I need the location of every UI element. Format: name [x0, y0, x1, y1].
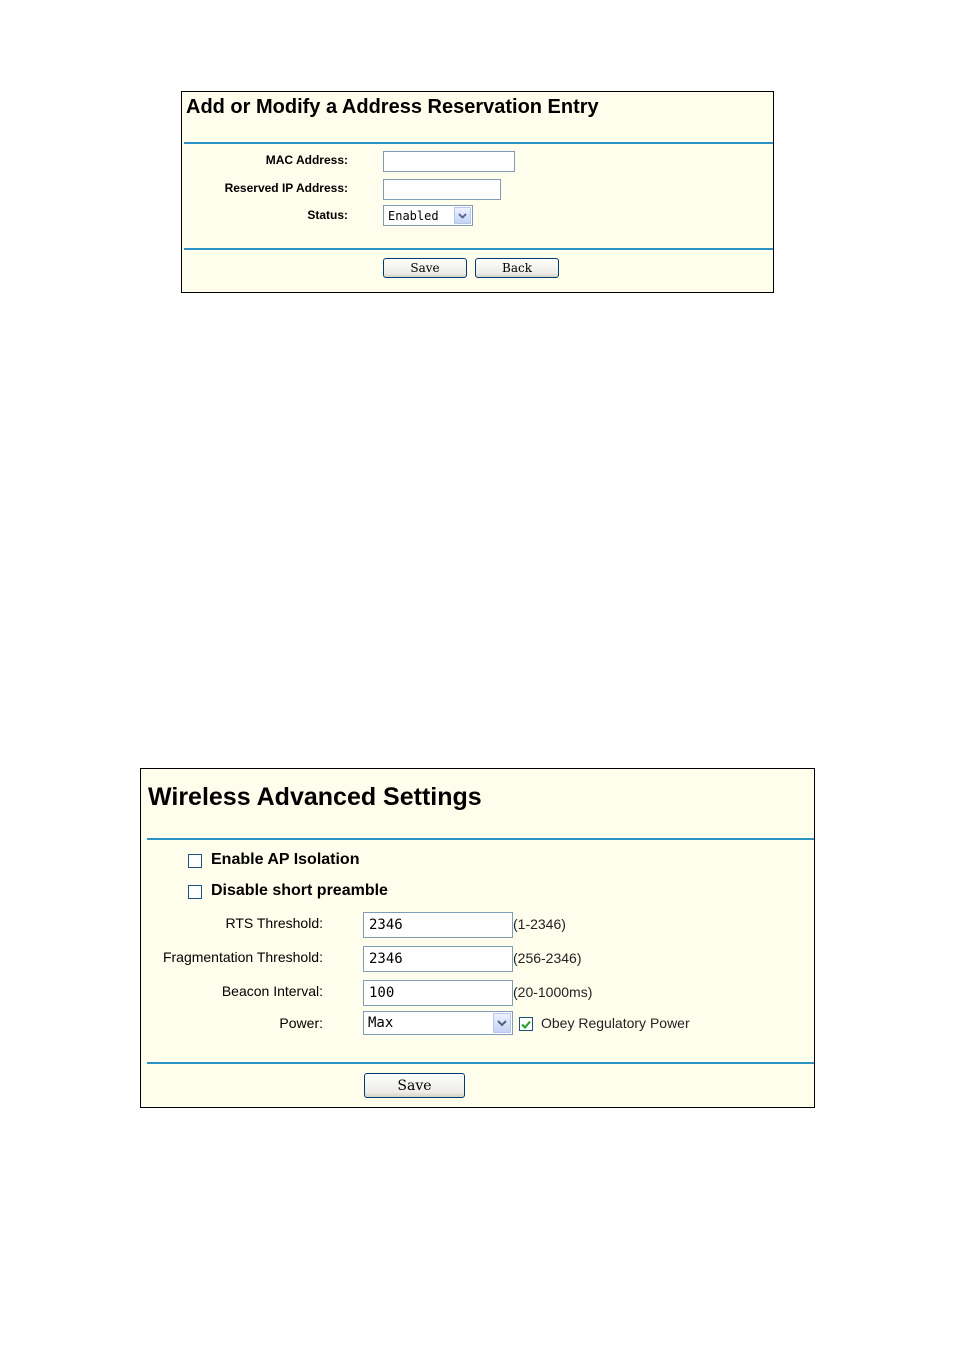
mac-address-input[interactable]	[383, 151, 515, 172]
bottom-divider	[147, 1062, 814, 1064]
rts-threshold-input[interactable]: 2346	[363, 912, 513, 938]
rts-threshold-label: RTS Threshold:	[225, 915, 323, 931]
ap-isolation-checkbox[interactable]	[188, 854, 202, 868]
obey-regulatory-checkbox[interactable]	[519, 1017, 533, 1031]
fragmentation-threshold-input[interactable]: 2346	[363, 946, 513, 972]
beacon-interval-input[interactable]: 100	[363, 980, 513, 1006]
back-button[interactable]: Back	[475, 258, 559, 278]
status-label: Status:	[307, 208, 348, 222]
ap-isolation-label: Enable AP Isolation	[211, 851, 360, 868]
top-divider	[147, 838, 814, 840]
page-title: Wireless Advanced Settings	[148, 783, 482, 811]
power-select[interactable]	[363, 1011, 513, 1035]
power-label: Power:	[279, 1015, 323, 1031]
wireless-advanced-panel	[140, 768, 815, 1108]
beacon-interval-range: (20-1000ms)	[513, 984, 593, 1000]
rts-threshold-range: (1-2346)	[513, 916, 566, 932]
fragmentation-threshold-range: (256-2346)	[513, 950, 582, 966]
power-select-value: Max	[368, 1015, 394, 1031]
check-icon	[521, 1020, 531, 1029]
short-preamble-checkbox[interactable]	[188, 885, 202, 899]
reserved-ip-label: Reserved IP Address:	[224, 181, 348, 195]
page-title: Add or Modify a Address Reservation Entry	[186, 96, 599, 118]
save-button[interactable]: Save	[383, 258, 467, 278]
short-preamble-label: Disable short preamble	[211, 882, 388, 899]
save-button[interactable]: Save	[364, 1073, 465, 1098]
status-select-value: Enabled	[388, 208, 439, 223]
mac-address-label: MAC Address:	[265, 153, 348, 167]
top-divider	[184, 142, 773, 144]
obey-regulatory-label: Obey Regulatory Power	[541, 1015, 690, 1031]
fragmentation-threshold-label: Fragmentation Threshold:	[162, 949, 323, 965]
chevron-down-icon[interactable]	[454, 207, 471, 224]
chevron-down-icon[interactable]	[493, 1013, 511, 1033]
reserved-ip-input[interactable]	[383, 179, 501, 200]
bottom-divider	[184, 248, 773, 250]
address-reservation-panel	[181, 91, 774, 293]
status-select[interactable]	[383, 205, 473, 226]
beacon-interval-label: Beacon Interval:	[221, 983, 323, 999]
